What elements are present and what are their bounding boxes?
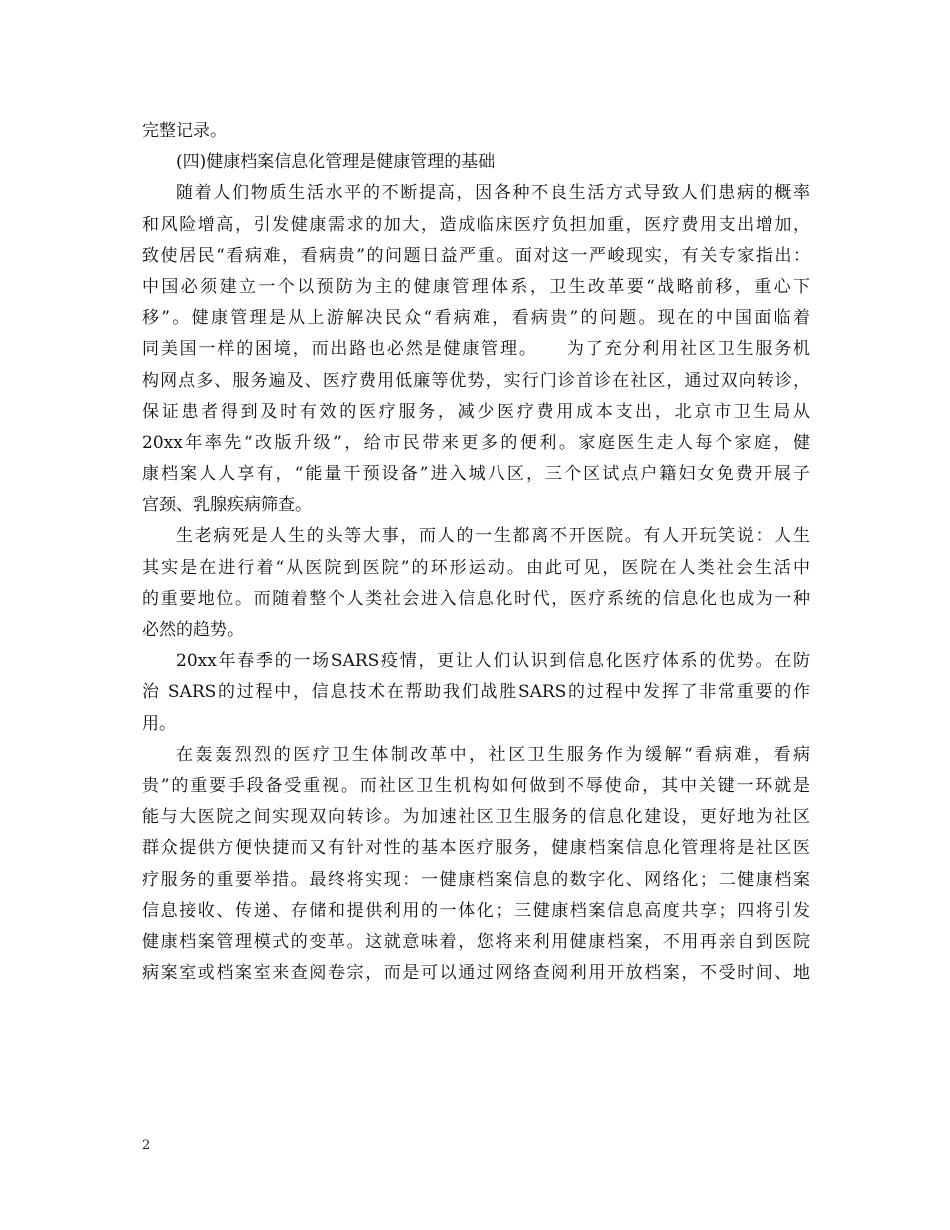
text-line: 治 SARS的过程中，信息技术在帮助我们战胜SARS的过程中发挥了非常重要的作 xyxy=(142,682,810,703)
text-line: 保证患者得到及时有效的医疗服务，减少医疗费用成本支出，北京市卫生局从 xyxy=(142,401,810,422)
text-line: 在轰轰烈烈的医疗卫生体制改革中，社区卫生服务作为缓解“看病难，看病 xyxy=(176,744,810,765)
text-line: 病案室或档案室来查阅卷宗，而是可以通过网络查阅利用开放档案，不受时间、地 xyxy=(142,963,810,984)
text-line: 移”。健康管理是从上游解决民众“看病难，看病贵”的问题。现在的中国面临着 xyxy=(142,308,810,329)
text-line: 和风险增高，引发健康需求的加大，造成临床医疗负担加重，医疗费用支出增加， xyxy=(142,214,810,235)
text-line: 20xx年率先“改版升级”，给市民带来更多的便利。家庭医生走人每个家庭，健 xyxy=(142,432,810,453)
text-line: 致使居民“看病难，看病贵”的问题日益严重。面对这一严峻现实，有关专家指出： xyxy=(142,245,810,266)
text-line: 生老病死是人生的头等大事，而人的一生都离不开医院。有人开玩笑说：人生 xyxy=(176,526,810,547)
text-line: 群众提供方便快捷而又有针对性的基本医疗服务，健康档案信息化管理将是社区医 xyxy=(142,838,810,859)
text-line: 完整记录。 xyxy=(142,121,227,141)
page-number: 2 xyxy=(142,1138,151,1153)
text-line: 中国必须建立一个以预防为主的健康管理体系，卫生改革要“战略前移，重心下 xyxy=(142,276,810,297)
text-line: 同美国一样的困境，而出路也必然是健康管理。 为了充分利用社区卫生服务机 xyxy=(142,339,810,360)
text-line: 必然的趋势。 xyxy=(142,620,244,640)
text-line: (四)健康档案信息化管理是健康管理的基础 xyxy=(176,152,496,173)
text-line: 能与大医院之间实现双向转诊。为加速社区卫生服务的信息化建设，更好地为社区 xyxy=(142,807,810,828)
text-line: 其实是在进行着“从医院到医院”的环形运动。由此可见，医院在人类社会生活中 xyxy=(142,557,810,578)
text-line: 信息接收、传递、存储和提供利用的一体化；三健康档案信息高度共享；四将引发 xyxy=(142,900,810,921)
text-line: 的重要地位。而随着整个人类社会进入信息化时代，医疗系统的信息化也成为一种 xyxy=(142,588,810,609)
text-line: 贵”的重要手段备受重视。而社区卫生机构如何做到不辱使命，其中关键一环就是 xyxy=(142,775,810,796)
text-line: 宫颈、乳腺疾病筛查。 xyxy=(142,495,312,516)
text-line: 健康档案管理模式的变革。这就意味着，您将来利用健康档案，不用再亲自到医院 xyxy=(142,931,810,952)
text-line: 随着人们物质生活水平的不断提高，因各种不良生活方式导致人们患病的概率 xyxy=(176,183,810,204)
text-line: 康档案人人享有，“能量干预设备”进入城八区，三个区试点户籍妇女免费开展子 xyxy=(142,464,810,485)
text-line: 疗服务的重要举措。最终将实现：一健康档案信息的数字化、网络化；二健康档案 xyxy=(142,869,810,890)
text-line: 构网点多、服务遍及、医疗费用低廉等优势，实行门诊首诊在社区，通过双向转诊， xyxy=(142,370,810,391)
document-body xyxy=(142,116,810,989)
text-line: 用。 xyxy=(142,713,176,734)
text-line: 20xx年春季的一场SARS疫情，更让人们认识到信息化医疗体系的优势。在防 xyxy=(176,651,810,672)
